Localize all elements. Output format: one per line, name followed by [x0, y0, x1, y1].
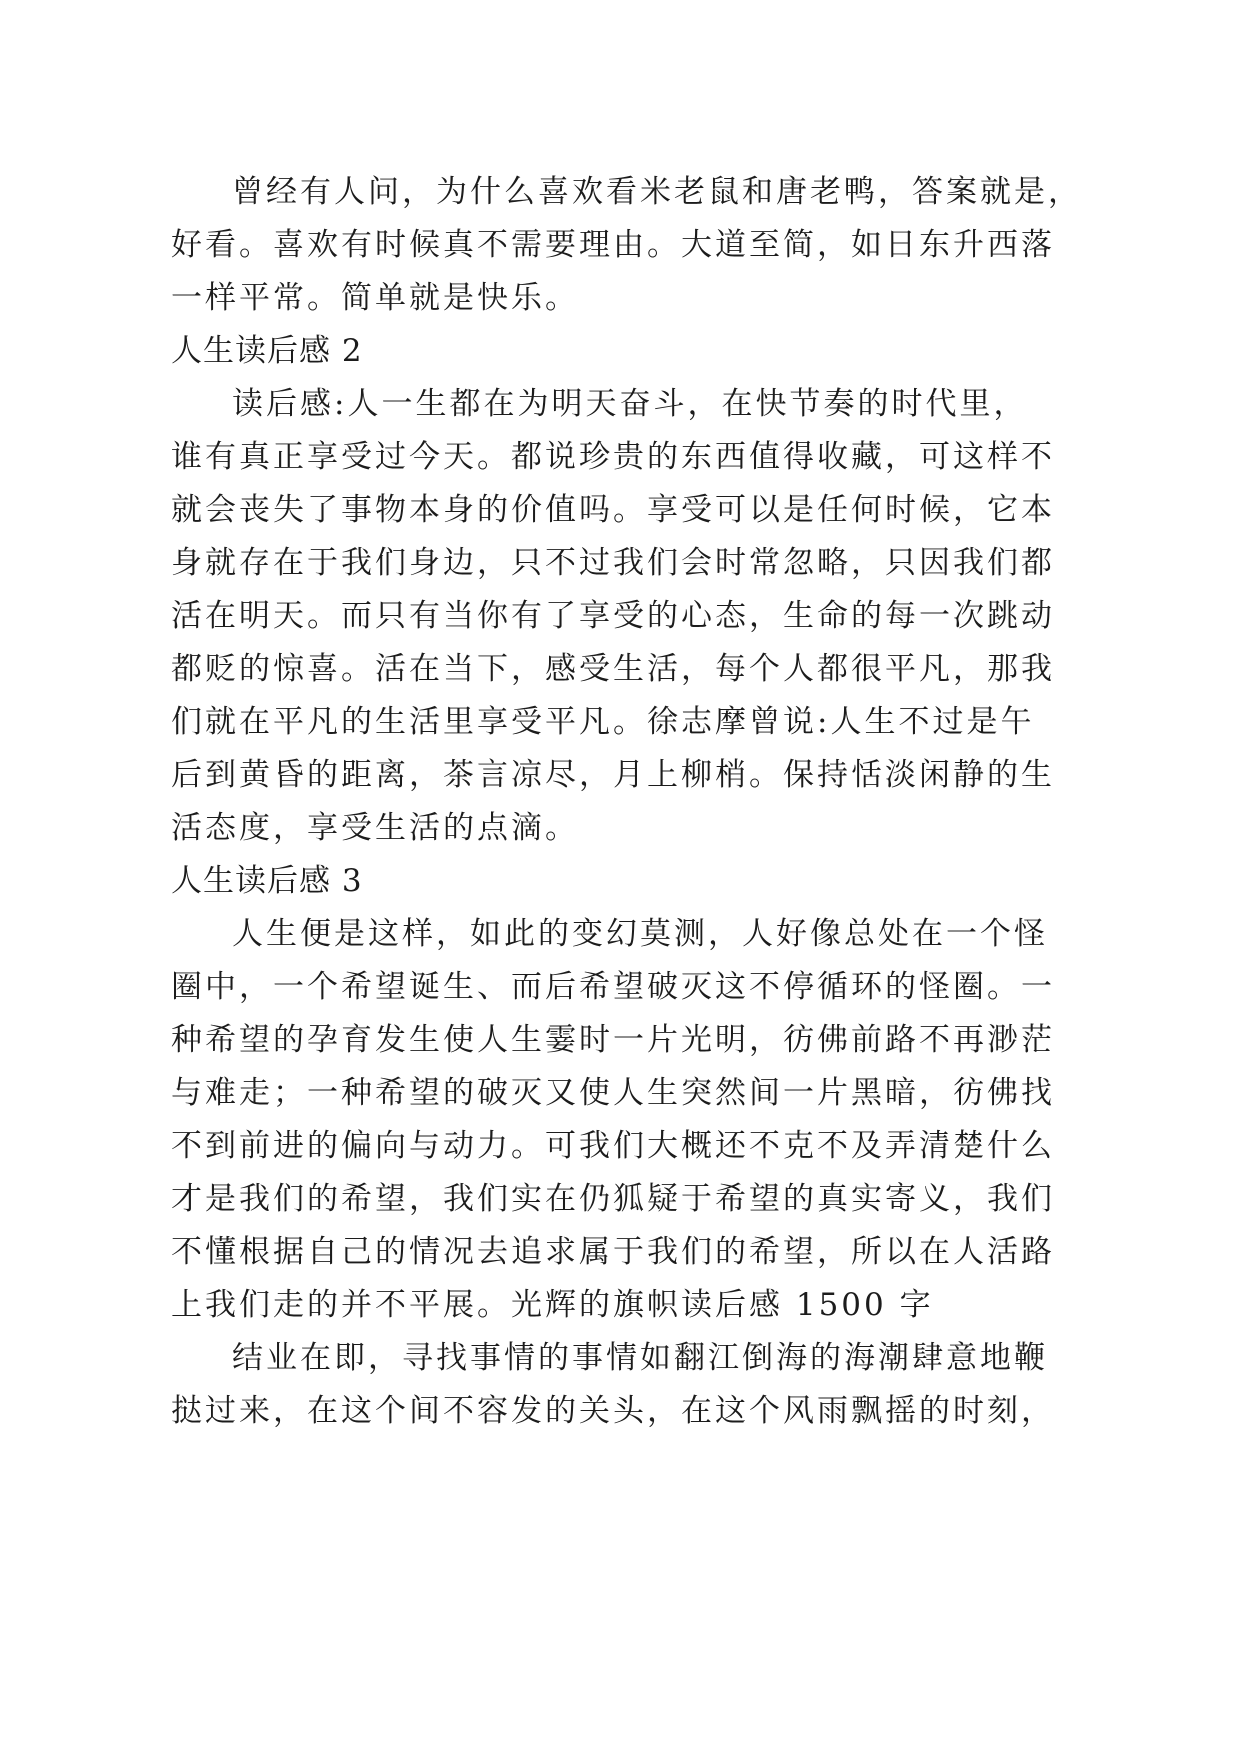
paragraph-line: 才是我们的希望，我们实在仍狐疑于希望的真实寄义，我们 [171, 1181, 1055, 1217]
paragraph-line: 结业在即，寻找事情的事情如翻江倒海的海潮肆意地鞭 [232, 1340, 1048, 1376]
paragraph-line: 谁有真正享受过今天。都说珍贵的东西值得收藏，可这样不 [171, 439, 1055, 475]
paragraph [171, 1332, 1055, 1438]
paragraph-line: 上我们走的并不平展。光辉的旗帜读后感 1500 字 [171, 1287, 934, 1323]
section-heading: 人生读后感 2 [171, 333, 363, 369]
section-heading: 人生读后感 3 [171, 863, 363, 899]
paragraph-line: 挞过来，在这个间不容发的关头，在这个风雨飘摇的时刻， [171, 1393, 1055, 1429]
paragraph-line: 好看。喜欢有时候真不需要理由。大道至简，如日东升西落 [171, 227, 1055, 263]
paragraph-line: 身就存在于我们身边，只不过我们会时常忽略，只因我们都 [171, 545, 1055, 581]
paragraph-line: 种希望的孕育发生使人生霎时一片光明，彷佛前路不再渺茫 [171, 1022, 1055, 1058]
paragraph-line: 都贬的惊喜。活在当下，感受生活，每个人都很平凡，那我 [171, 651, 1055, 687]
paragraph-line: 与难走；一种希望的破灭又使人生突然间一片黑暗，彷佛找 [171, 1075, 1055, 1111]
paragraph-line: 圈中，一个希望诞生、而后希望破灭这不停循环的怪圈。一 [171, 969, 1055, 1005]
paragraph [171, 908, 1055, 1332]
paragraph-line: 活态度，享受生活的点滴。 [171, 810, 579, 846]
paragraph-line: 一样平常。简单就是快乐。 [171, 280, 579, 316]
paragraph-line: 不懂根据自己的情况去追求属于我们的希望，所以在人活路 [171, 1234, 1055, 1270]
paragraph-line: 曾经有人问，为什么喜欢看米老鼠和唐老鸭，答案就是， [232, 174, 1082, 210]
paragraph [171, 378, 1055, 855]
paragraph-line: 人生便是这样，如此的变幻莫测，人好像总处在一个怪 [232, 916, 1048, 952]
paragraph [171, 166, 1082, 325]
paragraph-line: 们就在平凡的生活里享受平凡。徐志摩曾说:人生不过是午 [171, 704, 1035, 740]
paragraph-line: 活在明天。而只有当你有了享受的心态，生命的每一次跳动 [171, 598, 1055, 634]
paragraph-line: 不到前进的偏向与动力。可我们大概还不克不及弄清楚什么 [171, 1128, 1055, 1164]
paragraph-line: 后到黄昏的距离，茶言凉尽，月上柳梢。保持恬淡闲静的生 [171, 757, 1055, 793]
paragraph-line: 读后感:人一生都在为明天奋斗，在快节奏的时代里， [232, 386, 1028, 422]
paragraph-line: 就会丧失了事物本身的价值吗。享受可以是任何时候，它本 [171, 492, 1055, 528]
